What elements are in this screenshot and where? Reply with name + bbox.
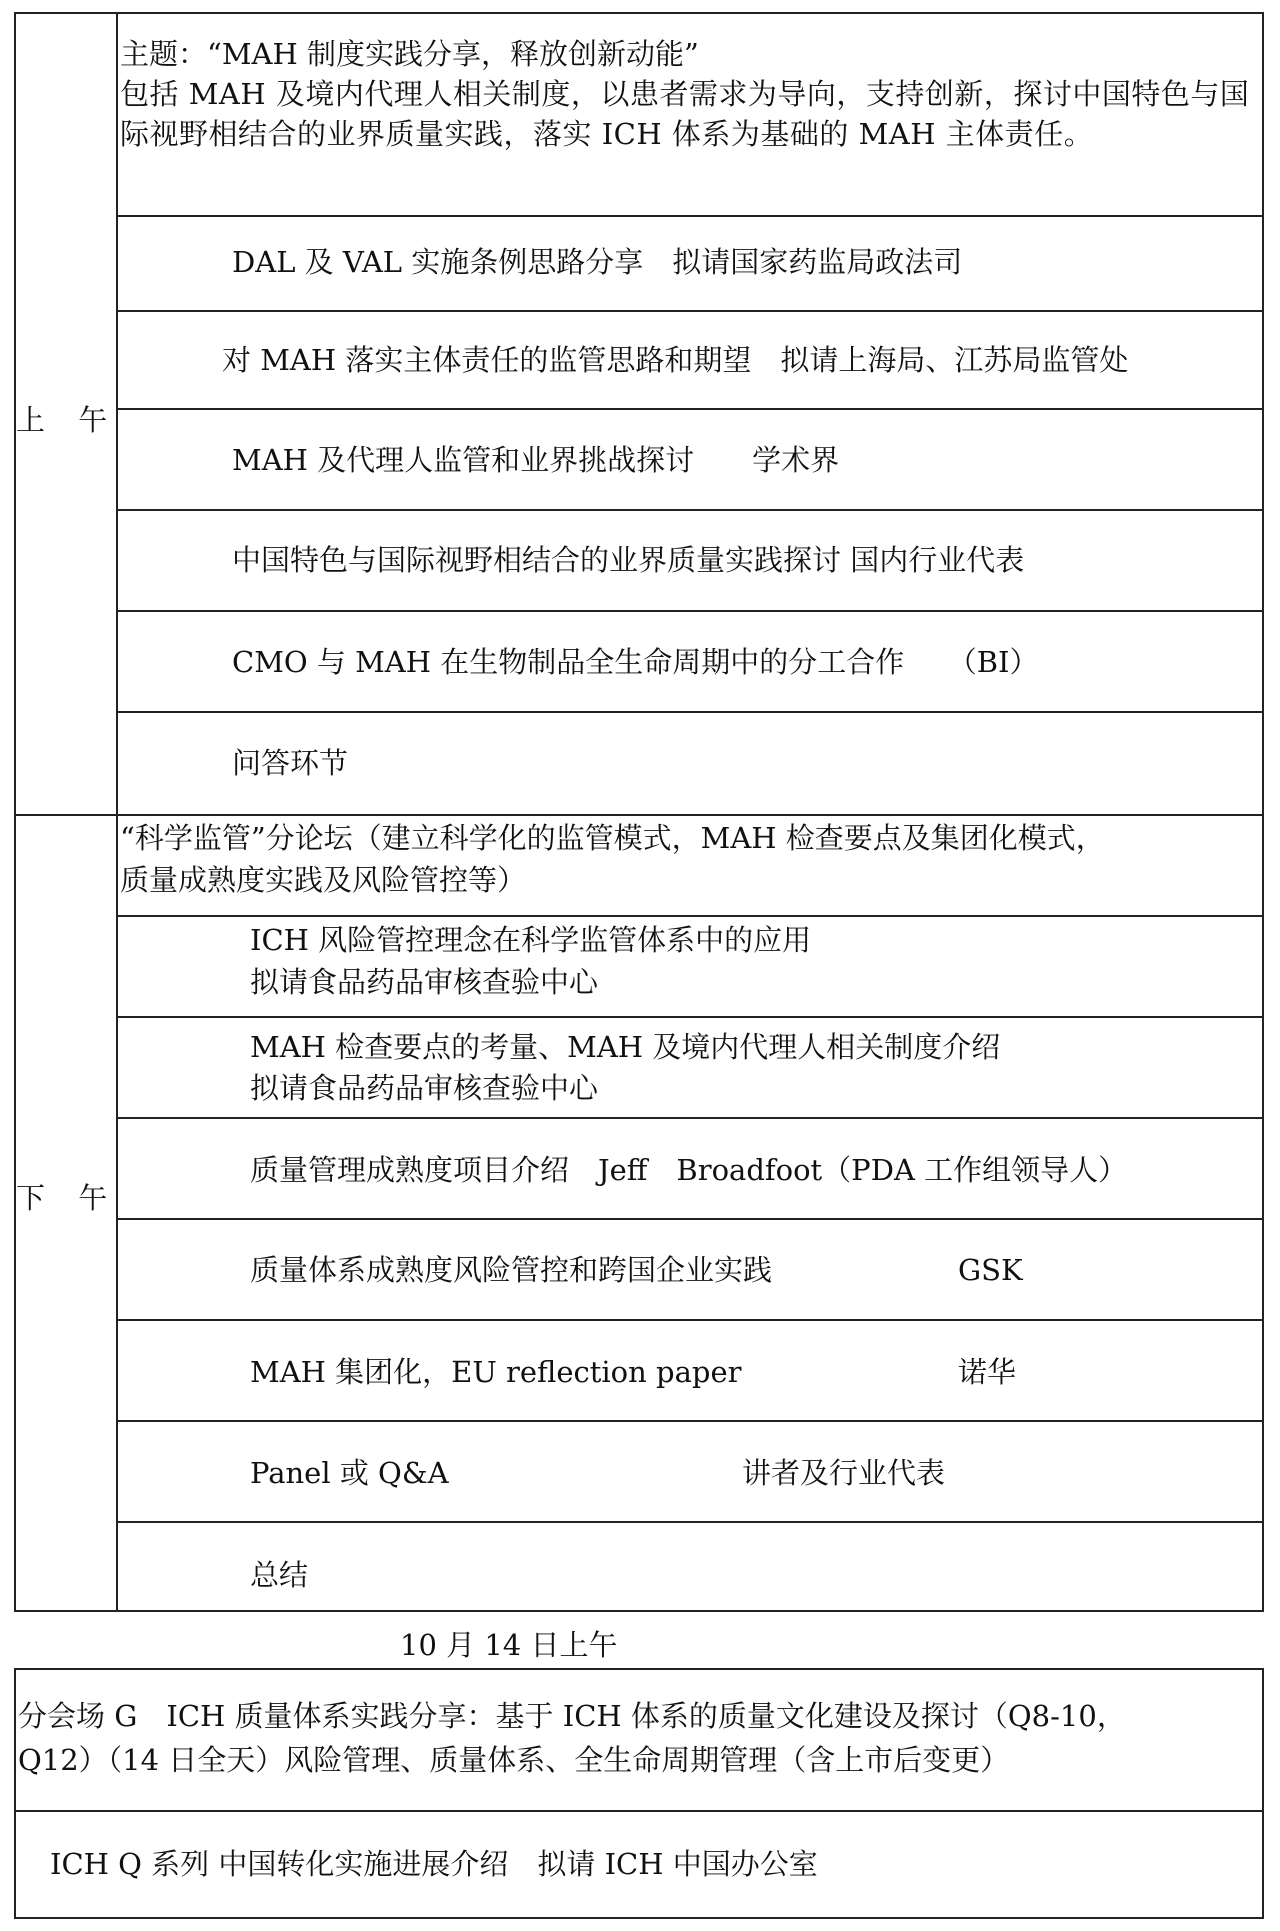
row-divider [116, 1420, 1264, 1422]
row-divider [116, 711, 1264, 713]
row-divider [116, 408, 1264, 410]
morning-item: DAL 及 VAL 实施条例思路分享 拟请国家药监局政法司 [232, 245, 963, 279]
session-g-title: Q12）（14 日全天）风险管理、质量体系、全生命周期管理（含上市后变更） [18, 1743, 1010, 1777]
row-divider [14, 1810, 1264, 1812]
session-g-title: 分会场 G ICH 质量体系实践分享：基于 ICH 体系的质量文化建设及探讨（Q8-10， [18, 1699, 1126, 1733]
morning-item: 问答环节 [232, 746, 349, 780]
row-divider [116, 610, 1264, 612]
morning-item: MAH 及代理人监管和业界挑战探讨 学术界 [232, 443, 840, 477]
afternoon-item-speaker: 诺华 [958, 1355, 1017, 1389]
afternoon-item: Panel 或 Q&A [250, 1456, 449, 1490]
afternoon-item-speaker: 拟请食品药品审核查验中心 [250, 965, 599, 999]
afternoon-item: 质量管理成熟度项目介绍 Jeff Broadfoot（PDA 工作组领导人） [250, 1153, 1128, 1187]
row-divider [116, 1218, 1264, 1220]
row-divider [116, 915, 1264, 917]
row-divider [116, 1016, 1264, 1018]
afternoon-item-speaker: GSK [958, 1253, 1023, 1287]
afternoon-item: MAH 集团化，EU reflection paper [250, 1355, 742, 1389]
afternoon-item-speaker: 拟请食品药品审核查验中心 [250, 1071, 599, 1105]
morning-item: CMO 与 MAH 在生物制品全生命周期中的分工合作 （BI） [232, 645, 1039, 679]
row-divider [116, 1319, 1264, 1321]
afternoon-item-speaker: 讲者及行业代表 [742, 1456, 946, 1490]
section-divider [14, 814, 1264, 816]
row-divider [116, 310, 1264, 312]
afternoon-label: 下 午 [16, 1181, 120, 1215]
row-divider [116, 215, 1264, 217]
morning-item: 中国特色与国际视野相结合的业界质量实践探讨 国内行业代表 [232, 543, 1025, 577]
morning-theme-description: 包括 MAH 及境内代理人相关制度，以患者需求为导向，支持创新，探讨中国特色与国际视野相结合的业界质量实践，落实 ICH 体系为基础的 MAH 主体责任。 [120, 77, 1250, 151]
row-divider [116, 509, 1264, 511]
afternoon-theme: 质量成熟度实践及风险管控等） [120, 863, 527, 897]
session-g-item: ICH Q 系列 中国转化实施进展介绍 拟请 ICH 中国办公室 [50, 1847, 818, 1881]
row-divider [116, 1117, 1264, 1119]
afternoon-item: ICH 风险管控理念在科学监管体系中的应用 [250, 923, 812, 957]
afternoon-item: MAH 检查要点的考量、MAH 及境内代理人相关制度介绍 [250, 1030, 1001, 1064]
label-column-divider [116, 12, 118, 1612]
morning-item: 对 MAH 落实主体责任的监管思路和期望 拟请上海局、江苏局监管处 [222, 343, 1129, 377]
date-heading: 10 月 14 日上午 [400, 1628, 618, 1662]
row-divider [116, 1521, 1264, 1523]
morning-theme: 主题：“MAH 制度实践分享，释放创新动能” [120, 37, 699, 71]
afternoon-theme: “科学监管”分论坛（建立科学化的监管模式，MAH 检查要点及集团化模式， [120, 821, 1105, 855]
afternoon-item: 总结 [250, 1558, 309, 1592]
morning-label: 上 午 [16, 403, 120, 437]
afternoon-item: 质量体系成熟度风险管控和跨国企业实践 [250, 1253, 773, 1287]
